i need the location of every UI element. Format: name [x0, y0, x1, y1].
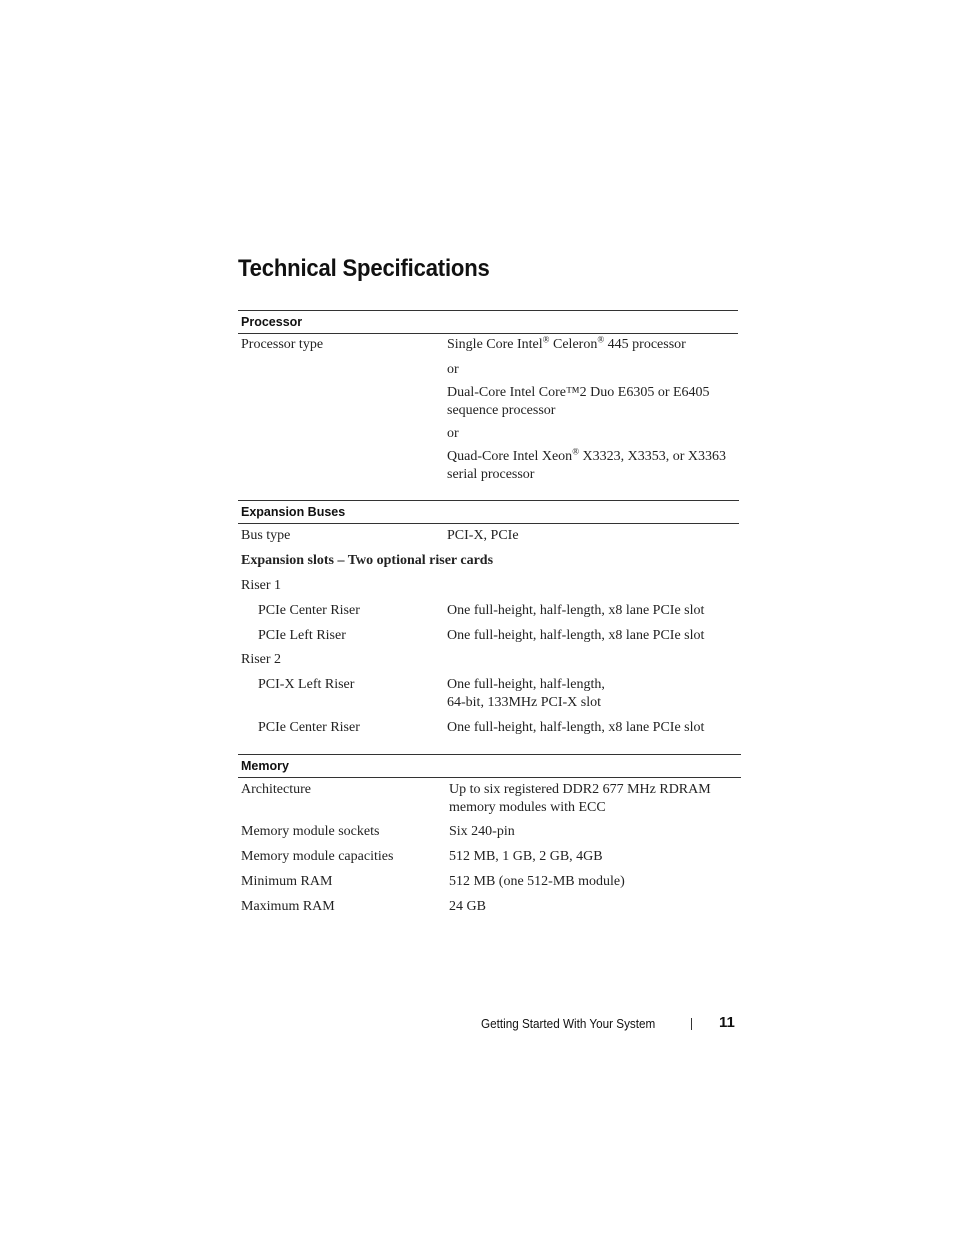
max-ram-label: Maximum RAM	[241, 899, 335, 914]
page-title: Technical Specifications	[238, 255, 490, 282]
riser1-center-row	[238, 602, 739, 627]
processor-option-1: Single Core Intel® Celeron® 445 processor	[447, 334, 686, 352]
sockets-label: Memory module sockets	[241, 824, 380, 839]
processor-heading: Processor	[238, 310, 738, 334]
processor-or-2: or	[447, 426, 459, 441]
processor-type-row	[238, 336, 738, 496]
max-ram-value: 24 GB	[449, 899, 486, 914]
expansion-slots-label: Expansion slots – Two optional riser cards	[241, 553, 494, 568]
sockets-value: Six 240-pin	[449, 824, 515, 839]
riser2-label: Riser 2	[241, 652, 282, 667]
riser1-left-label: PCIe Left Riser	[258, 628, 346, 643]
riser2-left-value: One full-height, half-length, 64-bit, 133MHz PCI-X slot	[447, 677, 605, 710]
min-ram-value: 512 MB (one 512-MB module)	[449, 874, 625, 889]
bus-type-label: Bus type	[241, 528, 291, 543]
bus-type-row	[238, 527, 739, 552]
footer-separator	[691, 1018, 692, 1030]
memory-section	[238, 754, 741, 920]
riser2-row	[238, 651, 739, 676]
bus-type-value: PCI-X, PCIe	[447, 528, 519, 543]
processor-option-3: Quad-Core Intel Xeon® X3323, X3353, or X3363	[447, 446, 727, 464]
footer-title: Getting Started With Your System	[481, 1016, 656, 1031]
processor-option-3-line2: serial processor	[447, 467, 535, 482]
capacities-value: 512 MB, 1 GB, 2 GB, 4GB	[449, 849, 603, 864]
riser2-left-label: PCI-X Left Riser	[258, 677, 355, 692]
processor-type-label: Processor type	[241, 337, 324, 352]
min-ram-label: Minimum RAM	[241, 874, 333, 889]
riser2-center-value: One full-height, half-length, x8 lane PCIe slot	[447, 720, 705, 735]
riser2-left-row	[238, 676, 739, 719]
capacities-label: Memory module capacities	[241, 849, 394, 864]
processor-section	[238, 310, 738, 494]
expansion-heading: Expansion Buses	[238, 500, 739, 524]
architecture-label: Architecture	[241, 782, 311, 797]
riser1-label: Riser 1	[241, 578, 282, 593]
riser1-left-value: One full-height, half-length, x8 lane PCIe slot	[447, 628, 705, 643]
riser1-center-label: PCIe Center Riser	[258, 603, 360, 618]
processor-option-2-line2: sequence processor	[447, 403, 556, 418]
riser1-row	[238, 577, 739, 602]
min-ram-row	[238, 873, 741, 898]
expansion-slots-row	[238, 552, 739, 577]
architecture-row	[238, 781, 741, 823]
architecture-value: Up to six registered DDR2 677 MHz RDRAM memory modules with ECC	[449, 782, 711, 815]
capacities-row	[238, 848, 741, 873]
riser2-center-label: PCIe Center Riser	[258, 720, 360, 735]
sockets-row	[238, 823, 741, 848]
max-ram-row	[238, 898, 741, 923]
expansion-section	[238, 500, 739, 741]
page-number: 11	[719, 1014, 735, 1031]
riser1-left-row	[238, 627, 739, 651]
processor-option-2-line1: Dual-Core Intel Core™2 Duo E6305 or E6405	[447, 385, 710, 400]
riser2-center-row	[238, 719, 739, 744]
memory-heading: Memory	[238, 754, 741, 778]
riser1-center-value: One full-height, half-length, x8 lane PCIe slot	[447, 603, 705, 618]
processor-or-1: or	[447, 362, 459, 377]
